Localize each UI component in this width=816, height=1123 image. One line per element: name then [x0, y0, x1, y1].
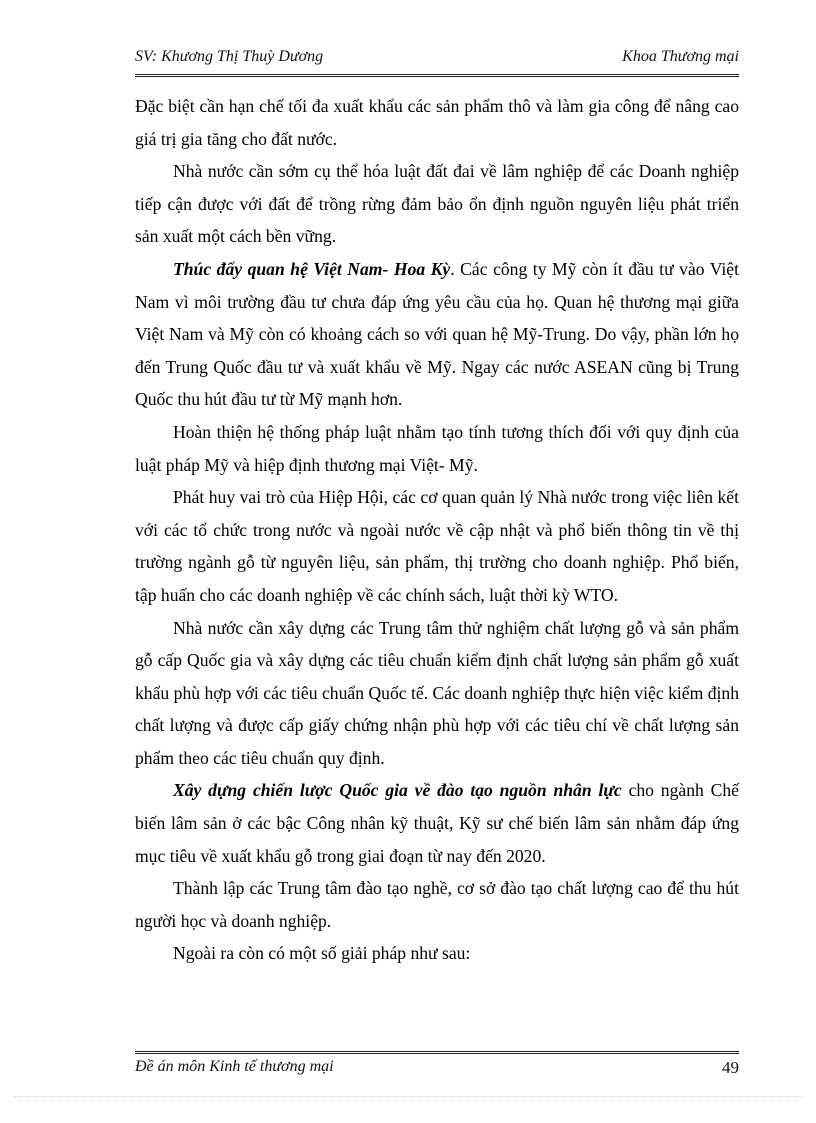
footer-course-title: Đề án môn Kinh tế thương mại [135, 1058, 334, 1075]
paragraph: Nhà nước cần xây dựng các Trung tâm thử nghiệm chất lượng gỗ và sản phẩm gỗ cấp Quốc gia và xây dựng các tiêu chuẩn kiểm định chất lượng sản phẩm gỗ xuất khẩu phù hợp với các tiêu chuẩn Quốc tế. Các doanh nghiệp thực hiện việc kiểm định chất lượng và được cấp giấy chứng nhận phù hợp với các tiêu chí về chất lượng sản phẩm theo các tiêu chuẩn quy định. [135, 617, 739, 768]
paragraph: Hoàn thiện hệ thống pháp luật nhằm tạo tính tương thích đối với quy định của luật pháp Mỹ và hiệp định thương mại Việt- Mỹ. [135, 421, 739, 475]
paragraph: Thúc đẩy quan hệ Việt Nam- Hoa Kỳ. Các công ty Mỹ còn ít đầu tư vào Việt Nam vì môi trường đầu tư chưa đáp ứng yêu cầu của họ. Quan hệ thương mại giữa Việt Nam và Mỹ còn có khoảng cách so với quan hệ Mỹ-Trung. Do vậy, phần lớn họ đến Trung Quốc đầu tư và xuất khẩu về Mỹ. Ngay các nước ASEAN cũng bị Trung Quốc thu hút đầu tư từ Mỹ mạnh hơn. [135, 258, 739, 410]
paragraph-lead-heading: Thúc đẩy quan hệ Việt Nam- Hoa Kỳ [173, 258, 451, 279]
page-footer [135, 1056, 739, 1080]
paragraph-lead-heading: Xây dựng chiến lược Quốc gia về đào tạo nguồn nhân lực [173, 780, 622, 801]
page-edge-dotted-line [14, 1096, 802, 1097]
paragraph: Đặc biệt cần hạn chế tối đa xuất khẩu các sản phẩm thô và làm gia công để nâng cao giá trị gia tăng cho đất nước. [135, 96, 739, 149]
page-header [135, 46, 739, 72]
paragraph: Ngoài ra còn có một số giải pháp như sau: [173, 943, 471, 964]
paragraph: Nhà nước cần sớm cụ thể hóa luật đất đai về lâm nghiệp để các Doanh nghiệp tiếp cận được với đất để trồng rừng đảm bảo ổn định nguồn nguyên liệu phát triển sản xuất một cách bền vững. [135, 161, 739, 247]
footer-divider [135, 1051, 739, 1054]
header-divider [135, 74, 739, 77]
paragraph: Phát huy vai trò của Hiệp Hội, các cơ quan quản lý Nhà nước trong việc liên kết với các tổ chức trong nước và ngoài nước về cập nhật và phổ biến thông tin về thị trường ngành gỗ từ nguyên liệu, sản phẩm, thị trường cho doanh nghiệp. Phổ biến, tập huấn cho các doanh nghiệp về các chính sách, luật thời kỳ WTO. [135, 487, 739, 605]
page-number: 49 [722, 1058, 739, 1077]
body-text [135, 90, 739, 970]
paragraph: Xây dựng chiến lược Quốc gia về đào tạo nguồn nhân lực cho ngành Chế biến lâm sản ở các bậc Công nhân kỹ thuật, Kỹ sư chế biến lâm sản nhằm đáp ứng mục tiêu về xuất khẩu gỗ trong giai đoạn từ nay đến 2020. [135, 780, 739, 866]
paragraph: Thành lập các Trung tâm đào tạo nghề, cơ sở đào tạo chất lượng cao để thu hút người học và doanh nghiệp. [135, 878, 739, 931]
header-faculty: Khoa Thương mại [622, 48, 739, 65]
header-author: SV: Khương Thị Thuỳ Dương [135, 48, 324, 65]
